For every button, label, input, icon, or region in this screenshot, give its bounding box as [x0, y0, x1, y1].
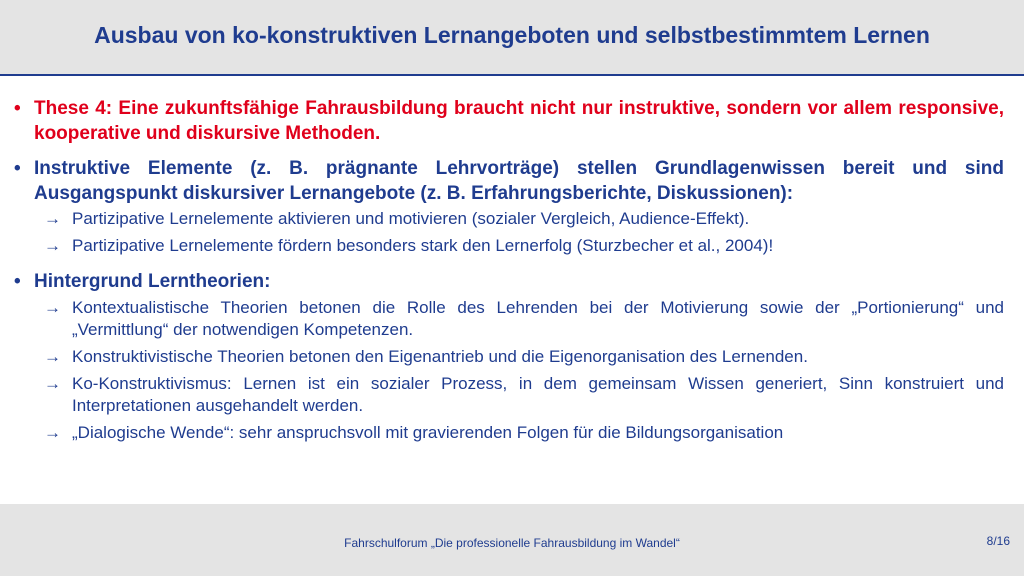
arrow-right-icon: → — [44, 298, 61, 317]
bullet-icon: • — [14, 98, 21, 119]
arrow-right-icon: → — [44, 236, 61, 255]
sub-item — [14, 373, 1004, 417]
bullet-item-instructive — [14, 156, 1004, 206]
arrow-right-icon: → — [44, 209, 61, 228]
bullet-item-learning-theories — [14, 269, 1004, 294]
bullet-item-thesis — [14, 96, 1004, 146]
footer-text: Fahrschulforum „Die professionelle Fahrausbildung im Wandel“ — [344, 536, 680, 550]
page-number: 8/16 — [986, 534, 1010, 548]
slide-content — [14, 96, 1004, 444]
sub-item — [14, 422, 1004, 444]
bullet-text: Hintergrund Lerntheorien: — [34, 271, 271, 292]
sub-item-text: „Dialogische Wende“: sehr anspruchsvoll mit gravierenden Folgen für die Bildungsorganisation — [72, 423, 784, 442]
slide-header — [0, 0, 1024, 76]
arrow-right-icon: → — [44, 423, 61, 442]
sub-item — [14, 208, 1004, 230]
bullet-icon: • — [14, 271, 21, 292]
sub-item-text: Partizipative Lernelemente aktivieren und motivieren (sozialer Vergleich, Audience-Effekt). — [72, 209, 750, 228]
sub-item-text: Ko-Konstruktivismus: Lernen ist ein sozialer Prozess, in dem gemeinsam Wissen generiert, Sinn konstruiert und Interpretationen ausgehandelt werden. — [72, 374, 1004, 415]
bullet-text: These 4: Eine zukunftsfähige Fahrausbildung braucht nicht nur instruktive, sondern vor allem responsive, kooperative und diskursive Methoden. — [34, 98, 1004, 144]
sub-item — [14, 346, 1004, 368]
sub-item-text: Konstruktivistische Theorien betonen den Eigenantrieb und die Eigenorganisation des Lernenden. — [72, 347, 808, 366]
sub-item-text: Partizipative Lernelemente fördern besonders stark den Lernerfolg (Sturzbecher et al., 2004)! — [72, 236, 774, 255]
arrow-right-icon: → — [44, 374, 61, 393]
slide-title: Ausbau von ko-konstruktiven Lernangeboten und selbstbestimmtem Lernen — [94, 22, 930, 48]
sub-item — [14, 235, 1004, 257]
arrow-right-icon: → — [44, 347, 61, 366]
bullet-icon: • — [14, 158, 21, 179]
sub-item-text: Kontextualistische Theorien betonen die Rolle des Lehrenden bei der Motivierung sowie der „Portionierung“ und „Vermittlung“ der notwendigen Kompetenzen. — [72, 298, 1004, 339]
bullet-text: Instruktive Elemente (z. B. prägnante Lehrvorträge) stellen Grundlagenwissen bereit und sind Ausgangspunkt diskursiver Lernangebote (z. B. Erfahrungsberichte, Diskussionen): — [34, 158, 1004, 204]
sub-item — [14, 297, 1004, 341]
slide-footer — [0, 504, 1024, 576]
